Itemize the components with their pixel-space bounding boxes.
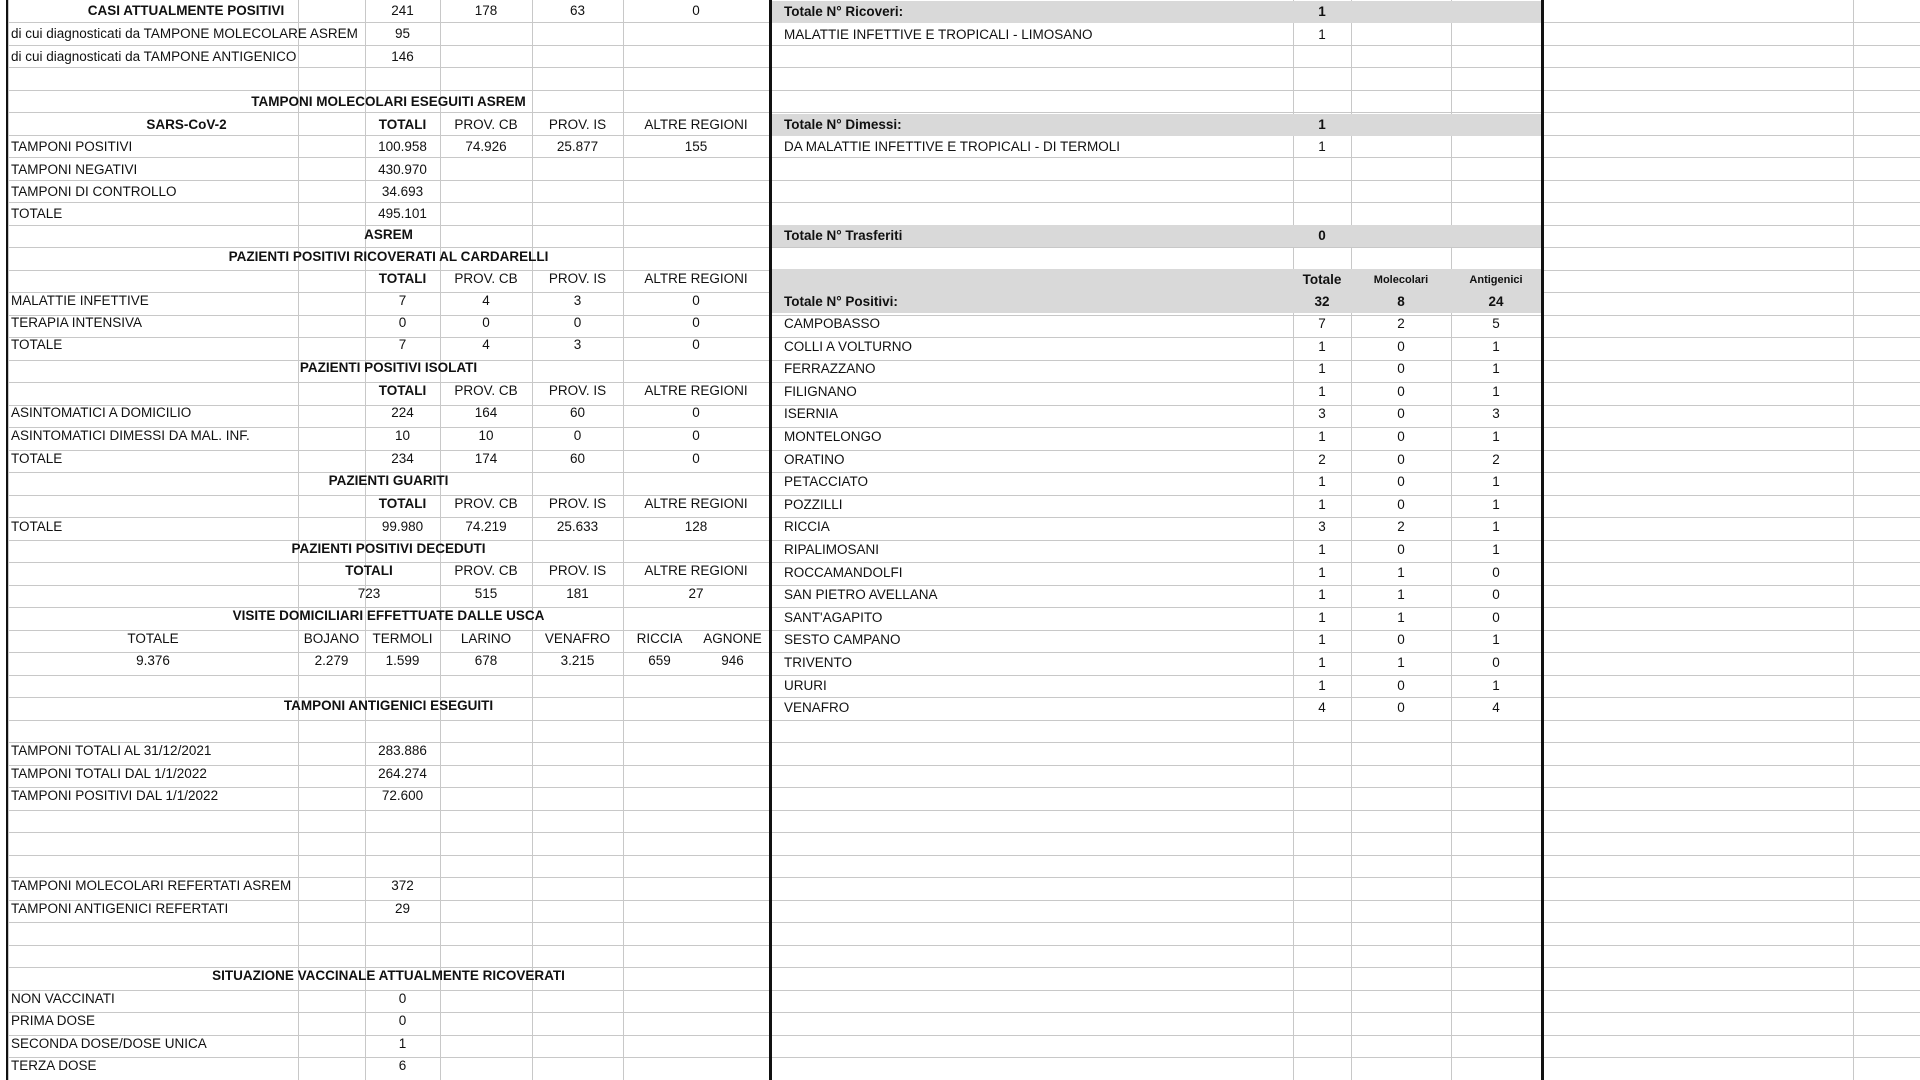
cb-header: PROV. CB [454,563,518,578]
ti-is: 0 [573,315,582,330]
asrem-title: ASREM [364,227,413,242]
comune-molecolari: 1 [1397,655,1405,670]
comune-antigenici: 0 [1492,565,1500,580]
altre-header: ALTRE REGIONI [644,117,748,132]
mi-altre: 0 [692,293,700,308]
h-totale: Totale [1302,272,1342,287]
guar-title: PAZIENTI GUARITI [328,473,449,488]
ricov-title: PAZIENTI POSITIVI RICOVERATI AL CARDARELLI [228,249,549,264]
usca-h-larino: LARINO [460,631,512,646]
td-label: TERZA DOSE [11,1058,97,1073]
tn-label: TAMPONI NEGATIVI [11,162,138,177]
comune-antigenici: 0 [1492,610,1500,625]
gt-altre: 128 [684,519,708,534]
ti-label: TERAPIA INTENSIVA [11,315,143,330]
at3-label: TAMPONI POSITIVI DAL 1/1/2022 [11,788,219,803]
usca-v-venafro: 3.215 [560,653,595,668]
comune-name: ORATINO [784,452,845,467]
comune-totale: 7 [1318,316,1326,331]
comune-molecolari: 0 [1397,361,1405,376]
positivi-mol: 8 [1397,294,1405,309]
comune-totale: 1 [1318,384,1326,399]
positivi-label: Totale N° Positivi: [784,294,898,309]
comune-molecolari: 0 [1397,497,1405,512]
ric1-label: MALATTIE INFETTIVE E TROPICALI - LIMOSANO [784,27,1093,42]
comune-antigenici: 1 [1492,339,1500,354]
comune-totale: 1 [1318,339,1326,354]
tc-label: TAMPONI DI CONTROLLO [11,184,177,199]
tn-tot: 430.970 [378,162,427,177]
comune-antigenici: 1 [1492,474,1500,489]
casi-tot: 241 [391,3,414,18]
comune-name: URURI [784,678,827,693]
h-molecolari: Molecolari [1373,274,1429,286]
tp-is: 25.877 [556,139,599,154]
mi-tot: 7 [398,293,407,308]
comune-name: MONTELONGO [784,429,882,444]
sd-label: SECONDA DOSE/DOSE UNICA [11,1036,207,1051]
dec-altre: 27 [688,586,704,601]
tt-tot: 495.101 [378,206,427,221]
mi-label: MALATTIE INFETTIVE [11,293,149,308]
comune-antigenici: 1 [1492,542,1500,557]
ant-title: TAMPONI ANTIGENICI ESEGUITI [283,698,494,713]
comune-totale: 1 [1318,361,1326,376]
comune-name: TRIVENTO [784,655,853,670]
comune-molecolari: 0 [1397,406,1405,421]
usca-h-riccia: RICCIA [636,631,683,646]
tamponi-mol-title: TAMPONI MOLECOLARI ESEGUITI ASREM [251,94,526,109]
comune-totale: 1 [1318,610,1326,625]
tp-cb: 74.926 [465,139,507,154]
comune-totale: 4 [1318,700,1326,715]
usca-h-bojano: BOJANO [303,631,360,646]
comune-totale: 1 [1318,542,1326,557]
comune-antigenici: 5 [1492,316,1500,331]
ar-val: 29 [394,901,411,916]
gt-cb: 74.219 [465,519,507,534]
dimessi-label: Totale N° Dimessi: [784,117,902,132]
comune-antigenici: 0 [1492,655,1500,670]
usca-v-termoli: 1.599 [385,653,420,668]
rt-cb: 4 [482,337,490,352]
isol-title: PAZIENTI POSITIVI ISOLATI [299,360,478,375]
usca-h-venafro: VENAFRO [544,631,611,646]
casi-cb: 178 [474,3,498,18]
ricoveri-label: Totale N° Ricoveri: [784,4,904,19]
comune-totale: 3 [1318,519,1326,534]
vacc-title: SITUAZIONE VACCINALE ATTUALMENTE RICOVERATI [212,968,565,983]
tc-tot: 34.693 [381,184,424,199]
adm-label: ASINTOMATICI DIMESSI DA MAL. INF. [11,428,250,443]
antigenico-val: 146 [391,49,414,64]
it-cb: 174 [474,451,498,466]
dim1-label: DA MALATTIE INFETTIVE E TROPICALI - DI TERMOLI [784,139,1121,154]
comune-totale: 1 [1318,474,1326,489]
dec-is: 181 [566,586,589,601]
comune-totale: 1 [1318,678,1326,693]
cb-header: PROV. CB [454,271,518,286]
adm-is: 0 [573,428,582,443]
positivi-ant: 24 [1488,294,1504,309]
totali-header: TOTALI [378,383,427,398]
comune-molecolari: 0 [1397,632,1405,647]
pd-val: 0 [398,1013,407,1028]
comune-name: SANT'AGAPITO [784,610,883,625]
at1-label: TAMPONI TOTALI AL 31/12/2021 [11,743,212,758]
at2-label: TAMPONI TOTALI DAL 1/1/2022 [11,766,207,781]
comune-antigenici: 1 [1492,632,1500,647]
sars-header: SARS-CoV-2 [146,117,227,132]
altre-header: ALTRE REGIONI [644,563,748,578]
rt-label: TOTALE [11,337,63,352]
is-header: PROV. IS [548,563,607,578]
usca-v-agnone: 946 [721,653,744,668]
comune-totale: 1 [1318,497,1326,512]
at1-val: 283.886 [378,743,427,758]
casi-title: CASI ATTUALMENTE POSITIVI [87,3,285,18]
comune-antigenici: 2 [1492,452,1500,467]
comune-antigenici: 1 [1492,519,1500,534]
ad-cb: 164 [474,405,498,420]
comune-name: ROCCAMANDOLFI [784,565,903,580]
ar-label: TAMPONI ANTIGENICI REFERTATI [11,901,229,916]
comune-antigenici: 3 [1492,406,1500,421]
is-header: PROV. IS [548,383,607,398]
comune-antigenici: 1 [1492,678,1500,693]
usca-v-riccia: 659 [648,653,671,668]
altre-header: ALTRE REGIONI [644,271,748,286]
comune-name: FERRAZZANO [784,361,876,376]
totali-header: TOTALI [378,271,427,286]
comune-molecolari: 0 [1397,339,1405,354]
usca-h-agnone: AGNONE [703,631,762,646]
tp-altre: 155 [684,139,708,154]
it-label: TOTALE [11,451,63,466]
cb-header: PROV. CB [454,383,518,398]
is-header: PROV. IS [548,496,607,511]
at3-val: 72.600 [381,788,424,803]
comune-totale: 2 [1318,452,1326,467]
comune-name: CAMPOBASSO [784,316,881,331]
mr-label: TAMPONI MOLECOLARI REFERTATI ASREM [11,878,292,893]
cb-header: PROV. CB [454,117,518,132]
casi-altre: 0 [692,3,700,18]
dec-tot: 723 [357,586,381,601]
mi-cb: 4 [482,293,490,308]
mi-is: 3 [573,293,582,308]
comune-name: SESTO CAMPANO [784,632,901,647]
usca-title: VISITE DOMICILIARI EFFETTUATE DALLE USCA [232,608,545,623]
rt-tot: 7 [398,337,407,352]
rt-altre: 0 [692,337,700,352]
td-val: 6 [398,1058,407,1073]
ad-tot: 224 [391,405,414,420]
ric1-val: 1 [1318,27,1326,42]
comune-molecolari: 0 [1397,700,1405,715]
positivi-tot: 32 [1314,294,1330,309]
comune-totale: 1 [1318,655,1326,670]
ti-tot: 0 [398,315,407,330]
comune-name: POZZILLI [784,497,843,512]
comune-molecolari: 1 [1397,587,1405,602]
it-tot: 234 [391,451,414,466]
gt-tot: 99.980 [381,519,424,534]
usca-v-totale: 9.376 [136,653,170,668]
comune-name: COLLI A VOLTURNO [784,339,913,354]
comune-molecolari: 0 [1397,384,1405,399]
ad-altre: 0 [692,405,700,420]
is-header: PROV. IS [548,117,607,132]
totali-header: TOTALI [378,496,427,511]
tp-label: TAMPONI POSITIVI [11,139,133,154]
usca-v-larino: 678 [474,653,498,668]
tp-tot: 100.958 [378,139,427,154]
comune-antigenici: 1 [1492,361,1500,376]
altre-header: ALTRE REGIONI [644,496,748,511]
pd-label: PRIMA DOSE [11,1013,96,1028]
molecolare-val: 95 [394,26,411,41]
nv-val: 0 [398,991,407,1006]
comune-antigenici: 0 [1492,587,1500,602]
comune-antigenici: 4 [1492,700,1500,715]
usca-h-termoli: TERMOLI [372,631,433,646]
mr-val: 372 [391,878,414,893]
antigenico-label: di cui diagnosticati da TAMPONE ANTIGENICO [11,49,297,64]
rt-is: 3 [573,337,582,352]
comune-name: VENAFRO [784,700,850,715]
comune-molecolari: 0 [1397,474,1405,489]
trasf-label: Totale N° Trasferiti [784,228,903,243]
totali-header: TOTALI [378,117,427,132]
comune-molecolari: 2 [1397,519,1405,534]
trasf-val: 0 [1318,228,1326,243]
comune-molecolari: 2 [1397,316,1405,331]
ti-altre: 0 [692,315,700,330]
adm-cb: 10 [478,428,494,443]
nv-label: NON VACCINATI [11,991,115,1006]
comune-molecolari: 0 [1397,429,1405,444]
usca-h-totale: TOTALE [127,631,179,646]
comune-totale: 1 [1318,429,1326,444]
cb-header: PROV. CB [454,496,518,511]
it-is: 60 [569,451,586,466]
comune-name: FILIGNANO [784,384,857,399]
comune-molecolari: 0 [1397,678,1405,693]
ad-label: ASINTOMATICI A DOMICILIO [11,405,192,420]
dec-title: PAZIENTI POSITIVI DECEDUTI [291,541,486,556]
ricoveri-val: 1 [1318,4,1326,19]
sd-val: 1 [398,1036,407,1051]
comune-antigenici: 1 [1492,497,1500,512]
adm-altre: 0 [692,428,700,443]
comune-totale: 1 [1318,565,1326,580]
molecolare-label: di cui diagnosticati da TAMPONE MOLECOLARE ASREM [11,26,358,41]
comune-molecolari: 0 [1397,542,1405,557]
casi-is: 63 [569,3,586,18]
altre-header: ALTRE REGIONI [644,383,748,398]
it-altre: 0 [692,451,700,466]
usca-v-bojano: 2.279 [314,653,349,668]
comune-antigenici: 1 [1492,384,1500,399]
dec-cb: 515 [474,586,498,601]
comune-molecolari: 0 [1397,452,1405,467]
comune-name: SAN PIETRO AVELLANA [784,587,938,602]
dimessi-val: 1 [1318,117,1326,132]
comune-name: RICCIA [784,519,830,534]
comune-molecolari: 1 [1397,565,1405,580]
tt-label: TOTALE [11,206,63,221]
comune-name: RIPALIMOSANI [784,542,880,557]
comune-name: ISERNIA [784,406,839,421]
comune-antigenici: 1 [1492,429,1500,444]
comune-totale: 1 [1318,587,1326,602]
is-header: PROV. IS [548,271,607,286]
gt-label: TOTALE [11,519,63,534]
ad-is: 60 [569,405,586,420]
dim1-val: 1 [1318,139,1326,154]
comune-totale: 3 [1318,406,1326,421]
ti-cb: 0 [482,315,490,330]
at2-val: 264.274 [378,766,427,781]
adm-tot: 10 [394,428,411,443]
comune-name: PETACCIATO [784,474,869,489]
totali-header: TOTALI [345,563,393,578]
comune-molecolari: 1 [1397,610,1405,625]
h-antigenici: Antigenici [1469,274,1523,286]
gt-is: 25.633 [556,519,599,534]
comune-totale: 1 [1318,632,1326,647]
